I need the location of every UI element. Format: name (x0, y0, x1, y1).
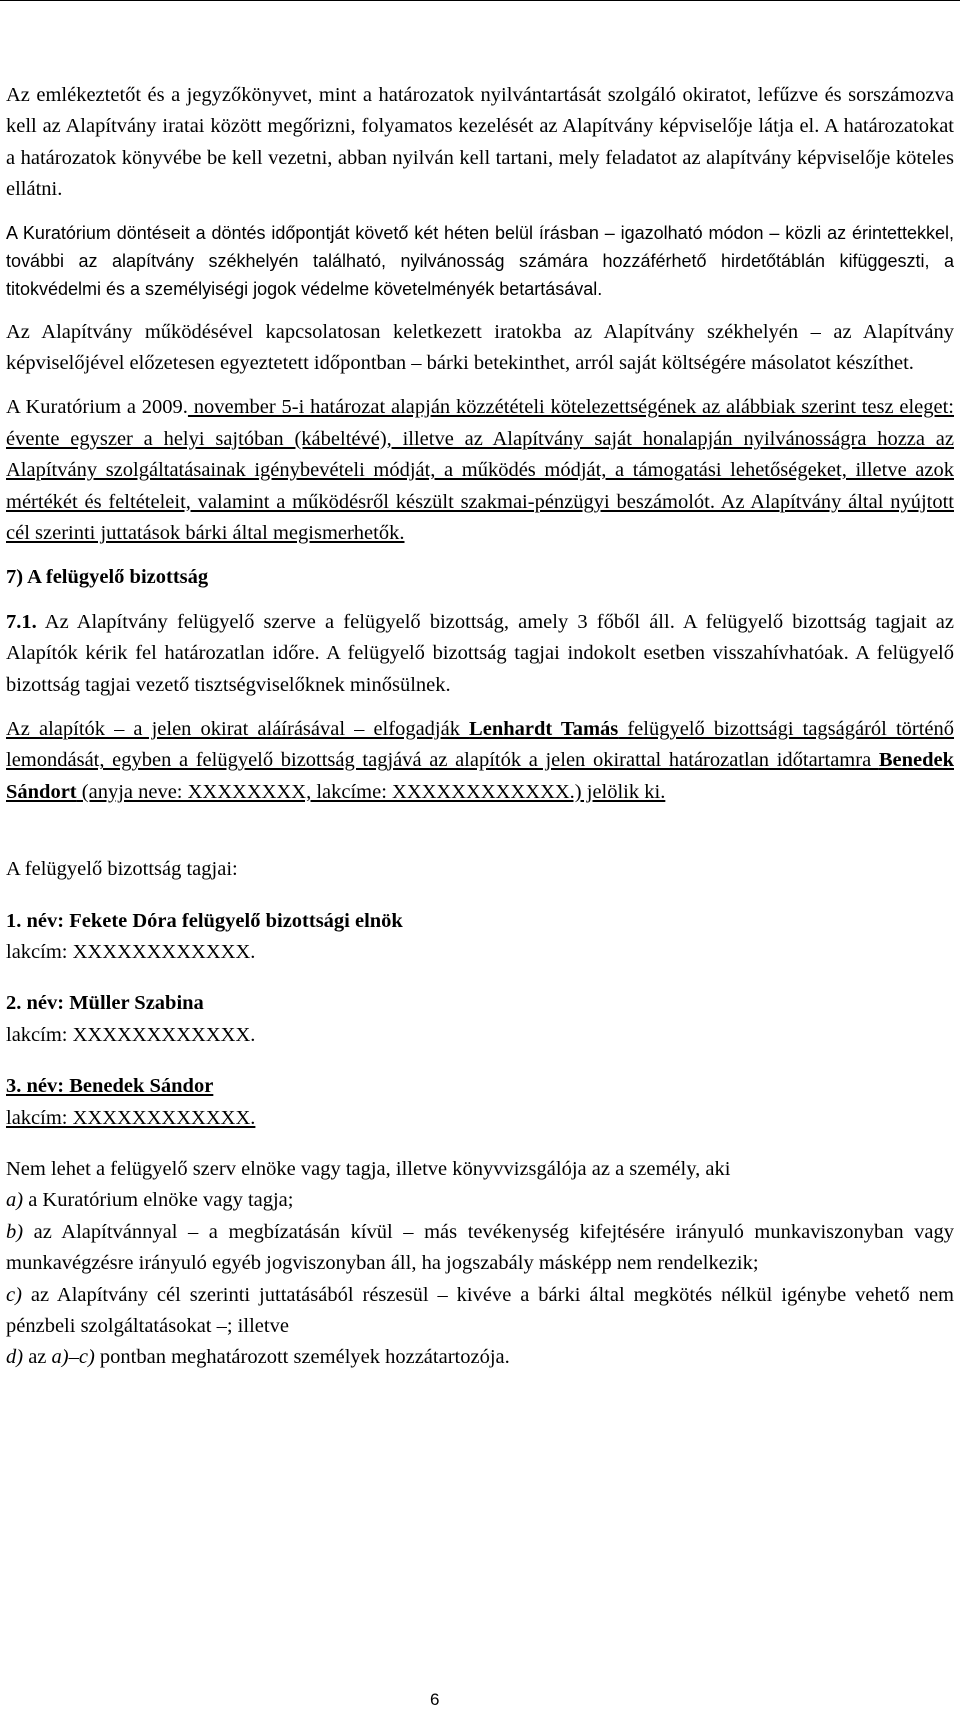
member-address: lakcím: XXXXXXXXXXXX. (6, 1023, 256, 1046)
paragraph-member-change (6, 714, 954, 808)
condition-text: az Alapítvány cél szerinti juttatásából részesül – kivéve a bárki által megkötés nélkül igénybe vehető nem pénzbeli szolgáltatásokat –; illetve (6, 1283, 954, 1338)
clause-number: 7.1. (6, 610, 37, 633)
member-entry (6, 906, 954, 969)
paragraph-minutes-storage: Az emlékeztetőt és a jegyzőkönyvet, mint a határozatok nyilvántartását szolgáló okiratot, lefűzve és sorszámozva kell az Alapítvány iratai között megőrizni, folyamatos kezelését az Alapítvány képviselője látja el. A határozatokat a határozatok könyvébe be kell vezetni, abban nyilván kell tartani, mely feladatot az alapítvány képviselője köteles ellátni. (6, 84, 954, 201)
conditions-intro: Nem lehet a felügyelő szerv elnöke vagy tagja, illetve könyvvizsgálója az a személy, aki (6, 1158, 731, 1181)
condition-item (6, 1280, 954, 1343)
condition-reference: a)–c) (51, 1346, 95, 1369)
paragraph-decision-notice: A Kuratórium döntéseit a döntés időpontját követő két héten belül írásban – igazolható módon – közli az érintettekkel, további az alapítvány székhelyén található, nyilvánosság számára hozzáférhető hirdetőtáblán kifüggeszti, a titokvédelmi és a személyiségi jogok védelme követelményék betartásával. (6, 222, 954, 300)
condition-label: c) (6, 1283, 22, 1306)
condition-item (6, 1185, 954, 1216)
document-body (6, 80, 954, 1374)
condition-label: d) (6, 1346, 24, 1369)
clause-text: Az Alapítvány felügyelő szerve a felügyelő bizottság, amely 3 főből áll. A felügyelő bizottság tagjait az Alapítók kérik fel határozatlan időre. A felügyelő bizottság tagjai indokolt esetben visszahívhatóak. A felügyelő bizottság tagjai vezető tisztségviselőknek minősülnek. (6, 610, 954, 696)
condition-item (6, 1217, 954, 1280)
paragraph-publication-duty (6, 392, 954, 549)
section-heading: 7) A felügyelő bizottság (6, 566, 209, 589)
condition-text-pre: az (23, 1346, 52, 1369)
page-number: 6 (430, 1690, 440, 1709)
member-entry (6, 1071, 954, 1134)
condition-text: az Alapítvánnyal – a megbízatásán kívül – más tevékenység kifejtésére irányuló munkaviszonyban vagy munkavégzésre irányuló egyéb jogviszonyban áll, ha jogszabály másképp nem rendelkezik; (6, 1220, 954, 1275)
condition-label: b) (6, 1220, 24, 1243)
header-rule (0, 0, 960, 1)
member-entry (6, 988, 954, 1051)
paragraph-document-access: Az Alapítvány működésével kapcsolatosan keletkezett iratokba az Alapítvány székhelyén – az Alapítvány képviselőjével előzetesen egyeztetett időpontban – bárki betekinthet, arról saját költségére másolatot készíthet. (6, 320, 954, 374)
paragraph-supervisory-board (6, 607, 954, 701)
condition-item (6, 1342, 954, 1373)
new-member-name: Benedek Sándort (6, 749, 954, 803)
condition-label: a) (6, 1189, 24, 1212)
resigning-member-name: Lenhardt Tamás (469, 717, 619, 740)
member-address: lakcím: XXXXXXXXXXXX. (6, 1106, 256, 1129)
member-name: 1. név: Fekete Dóra felügyelő bizottsági elnök (6, 909, 403, 932)
member-change-b: felügyelő bizottsági tagságáról történő lemondását, egyben a felügyelő bizottság tagjává az alapítók a jelen okirattal határozatlan időtartamra (6, 717, 955, 772)
members-title: A felügyelő bizottság tagjai: (6, 858, 238, 881)
member-change-c: (anyja neve: XXXXXXXX, lakcíme: XXXXXXXXXXXX.) jelölik ki. (76, 780, 666, 803)
member-address: lakcím: XXXXXXXXXXXX. (6, 941, 256, 964)
member-change-a: Az alapítók – a jelen okirat aláírásával – elfogadják (6, 717, 470, 740)
member-name: 3. név: Benedek Sándor (6, 1075, 214, 1098)
publication-rest: november 5-i határozat alapján közzétételi kötelezettségének az alábbiak szerint tesz eleget: évente egyszer a helyi sajtóban (kábeltévé), illetve az Alapítvány saját honalapján nyilvánosságra hozza az Alapítvány szolgáltatásainak igénybevételi módját, a működés módját, a támogatási lehetőségeket, illetve azok mértékét és feltételeit, valamint a működésről készült szakmai-pénzügyi beszámolót. Az Alapítvány által nyújtott cél szerinti juttatások bárki által megismerhetők. (6, 396, 954, 544)
member-name: 2. név: Müller Szabina (6, 992, 204, 1015)
publication-lead: A Kuratórium a 2009. (6, 396, 188, 419)
condition-text: pontban meghatározott személyek hozzátartozója. (94, 1346, 510, 1369)
condition-text: a Kuratórium elnöke vagy tagja; (23, 1189, 294, 1212)
